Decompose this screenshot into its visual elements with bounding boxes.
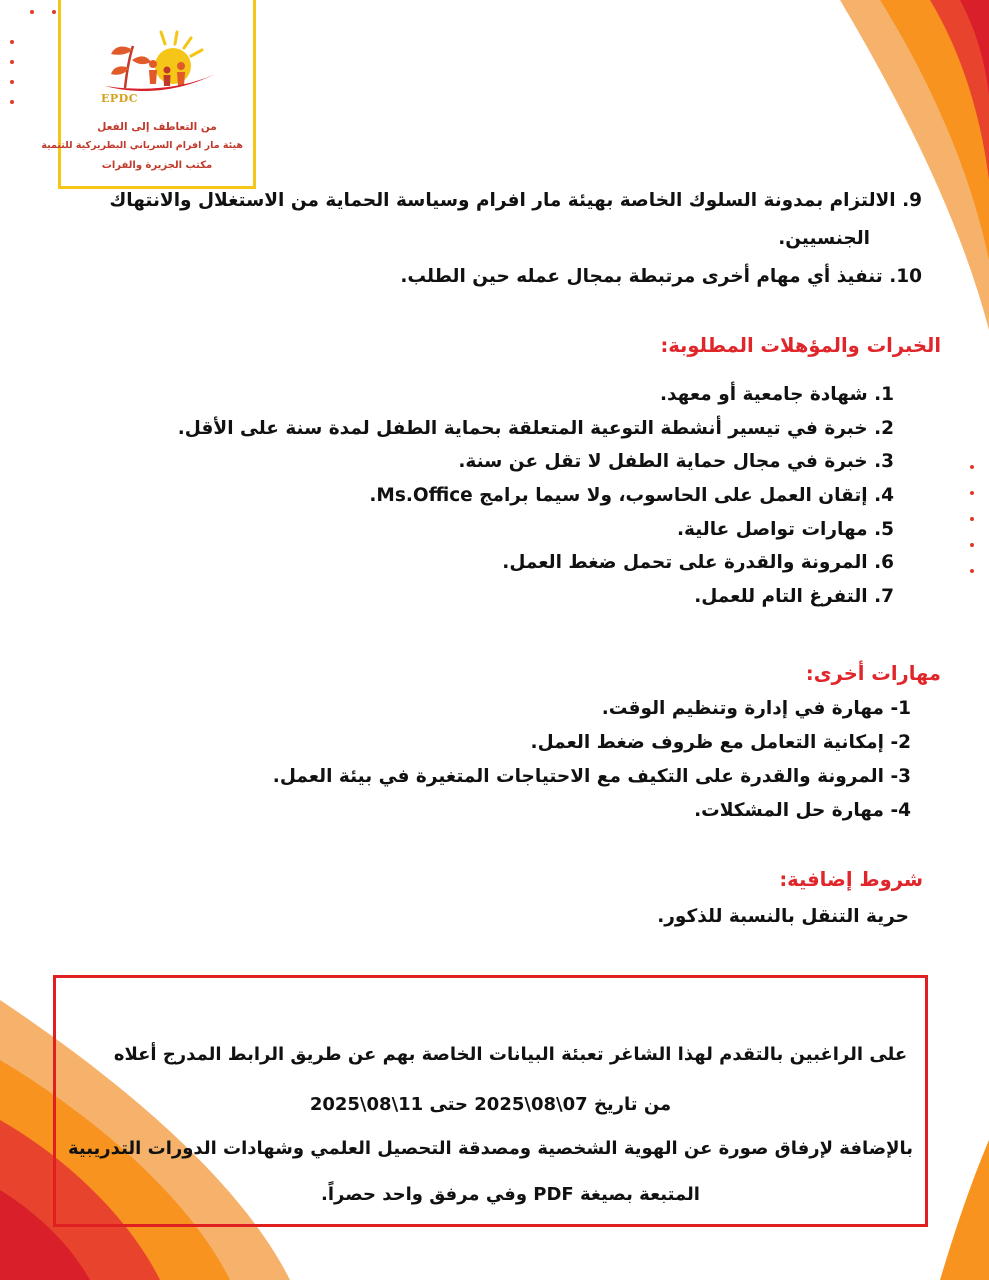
logo-emblem-icon xyxy=(95,30,219,92)
organization-logo xyxy=(41,0,256,189)
list-item: 5. مهارات تواصل عالية. xyxy=(676,519,894,540)
logo-org-name: هيئة مار افرام السرياني البطريركية للتنمية xyxy=(41,140,243,151)
list-item: 3. خبرة في مجال حماية الطفل لا تقل عن سنة. xyxy=(458,451,894,472)
qualifications-section xyxy=(177,334,941,624)
logo-slogan: من التعاطف إلى الفعل xyxy=(97,121,217,133)
list-item-continuation: الجنسيين. xyxy=(778,228,870,249)
section-heading: مهارات أخرى: xyxy=(805,662,941,685)
section-heading: شروط إضافية: xyxy=(779,868,923,891)
note-line: المتبعة بصيغة PDF وفي مرفق واحد حصراً. xyxy=(321,1184,700,1205)
list-item: 1- مهارة في إدارة وتنظيم الوقت. xyxy=(601,698,911,719)
note-line: من تاريخ 07\08\2025 حتى 11\08\2025 xyxy=(309,1094,672,1115)
list-item: 7. التفرغ التام للعمل. xyxy=(694,586,894,607)
list-item: 2- إمكانية التعامل مع ظروف ضغط العمل. xyxy=(530,732,911,753)
list-item: 4. إتقان العمل على الحاسوب، ولا سيما برامج Ms.Office. xyxy=(369,485,894,506)
logo-office: مكتب الجزيرة والفرات xyxy=(101,160,213,171)
list-item: 2. خبرة في تيسير أنشطة التوعية المتعلقة بحماية الطفل لمدة سنة على الأقل. xyxy=(177,418,894,439)
condition-text: حرية التنقل بالنسبة للذكور. xyxy=(657,906,909,927)
list-item: 4- مهارة حل المشكلات. xyxy=(694,800,911,821)
list-item: 6. المرونة والقدرة على تحمل ضغط العمل. xyxy=(502,552,894,573)
list-item: 1. شهادة جامعية أو معهد. xyxy=(659,384,894,405)
additional-conditions-section xyxy=(523,868,923,938)
section-heading: الخبرات والمؤهلات المطلوبة: xyxy=(660,334,941,357)
note-line: على الراغبين بالتقدم لهذا الشاغر تعبئة البيانات الخاصة بهم عن طريق الرابط المدرج أعلاه xyxy=(113,1044,908,1065)
application-note-box xyxy=(53,975,928,1227)
note-line: بالإضافة لإرفاق صورة عن الهوية الشخصية ومصدقة التحصيل العلمي وشهادات الدورات التدريبية xyxy=(67,1138,914,1159)
tasks-list xyxy=(62,190,922,300)
list-item: 9. الالتزام بمدونة السلوك الخاصة بهيئة مار افرام وسياسة الحماية من الاستغلال والانتهاك xyxy=(109,190,922,211)
other-skills-section xyxy=(261,662,941,832)
list-item: 10. تنفيذ أي مهام أخرى مرتبطة بمجال عمله حين الطلب. xyxy=(400,266,922,287)
logo-acronym: EPDC xyxy=(101,92,138,105)
list-item: 3- المرونة والقدرة على التكيف مع الاحتياجات المتغيرة في بيئة العمل. xyxy=(272,766,911,787)
